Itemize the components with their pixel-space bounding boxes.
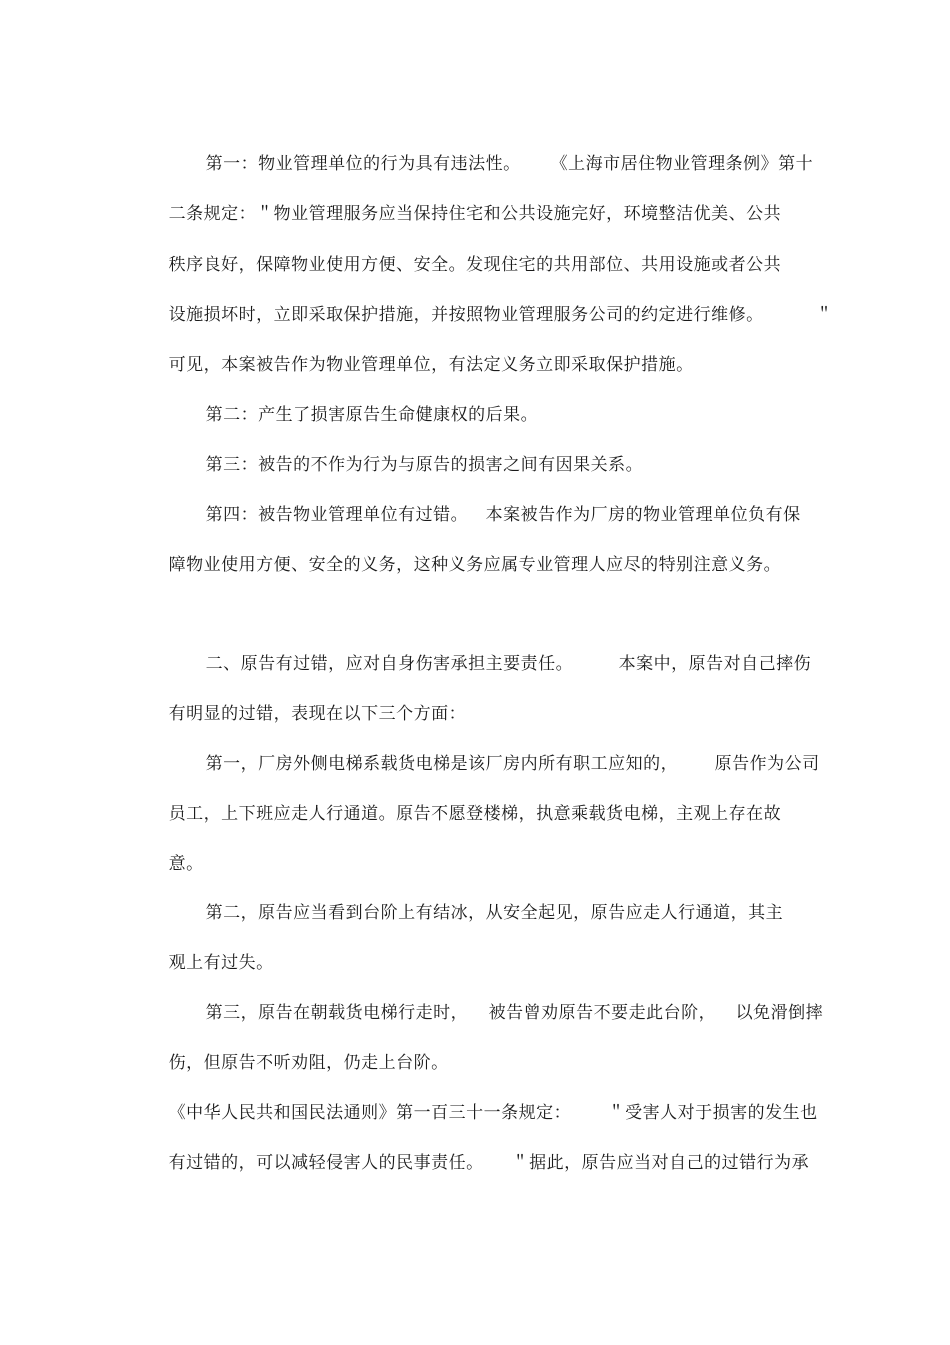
text-segment: 第一：物业管理单位的行为具有违法性。 xyxy=(205,154,521,174)
text-segment: 二条规定：＂物业管理服务应当保持住宅和公共设施完好，环境整洁优美、公共 xyxy=(168,204,782,224)
text-segment: 有明显的过错，表现在以下三个方面： xyxy=(168,704,467,724)
text-segment: 秩序良好，保障物业使用方便、安全。发现住宅的共用部位、共用设施或者公共 xyxy=(168,255,782,275)
text-segment: 以免滑倒摔 xyxy=(735,1003,824,1023)
text-segment: 二、原告有过错，应对自身伤害承担主要责任。 xyxy=(205,654,574,674)
text-segment: 第三：被告的不作为行为与原告的损害之间有因果关系。 xyxy=(205,455,644,475)
text-line xyxy=(488,1130,809,1196)
text-segment: 有过错的，可以减轻侵害人的民事责任。 xyxy=(168,1153,484,1173)
text-line xyxy=(595,631,811,697)
text-line xyxy=(792,282,833,348)
text-segment: 设施损坏时，立即采取保护措施，并按照物业管理服务公司的约定进行维修。 xyxy=(168,305,764,325)
text-segment: ＂受害人对于损害的发生也 xyxy=(607,1103,818,1123)
text-segment: 本案中，原告对自己摔伤 xyxy=(618,654,812,674)
text-segment: 本案被告作为厂房的物业管理单位负有保 xyxy=(485,505,801,525)
text-segment: 伤，但原告不听劝阻，仍走上台阶。 xyxy=(168,1053,449,1073)
text-segment: 障物业使用方便、安全的义务，这种义务应属专业管理人应尽的特别注意义务。 xyxy=(168,555,782,575)
text-line xyxy=(145,532,781,598)
text-segment: ＂据此，原告应当对自己的过错行为承 xyxy=(511,1153,810,1173)
text-segment: 可见，本案被告作为物业管理单位，有法定义务立即采取保护措施。 xyxy=(168,355,694,375)
text-segment: ＂ xyxy=(815,305,834,325)
text-line xyxy=(465,980,716,1046)
text-segment: 第二：产生了损害原告生命健康权的后果。 xyxy=(205,405,539,425)
text-segment: 《中华人民共和国民法通则》第一百三十一条规定： xyxy=(168,1103,572,1123)
text-segment: 《上海市居住物业管理条例》第十 xyxy=(550,154,814,174)
text-segment: 观上有过失。 xyxy=(168,953,274,973)
text-segment: 第三，原告在朝载货电梯行走时， xyxy=(205,1003,469,1023)
text-segment: 第四：被告物业管理单位有过错。 xyxy=(205,505,469,525)
text-segment: 原告作为公司 xyxy=(714,754,820,774)
text-segment: 意。 xyxy=(168,854,204,874)
text-segment: 被告曾劝原告不要走此台阶， xyxy=(488,1003,717,1023)
text-line xyxy=(712,980,823,1046)
text-line xyxy=(145,781,781,847)
text-segment: 第一，厂房外侧电梯系载货电梯是该厂房内所有职工应知的， xyxy=(205,754,679,774)
text-line xyxy=(145,1130,484,1196)
text-segment: 第二，原告应当看到台阶上有结冰，从安全起见，原告应走人行通道，其主 xyxy=(205,903,784,923)
text-segment: 员工，上下班应走人行通道。原告不愿登楼梯，执意乘载货电梯，主观上存在故 xyxy=(168,804,782,824)
